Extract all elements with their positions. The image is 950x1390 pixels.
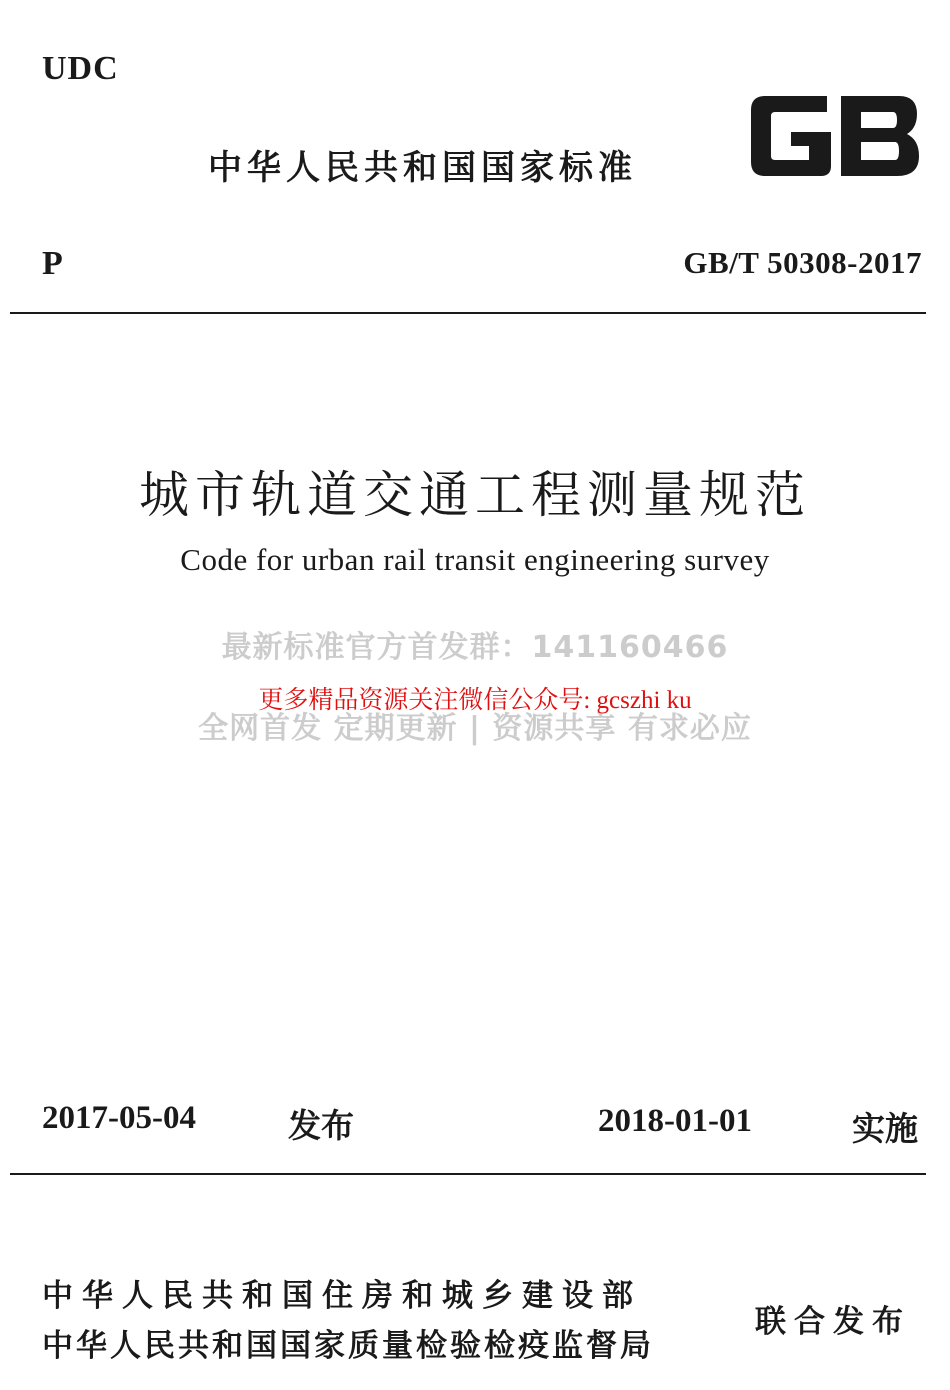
standard-code: GB/T 50308-2017 xyxy=(683,245,922,280)
issuer-quality-inspection: 中华人民共和国国家质量检验检疫监督局 xyxy=(42,1328,654,1364)
joint-issue-label: 联合发布 xyxy=(755,1304,911,1340)
national-standard-heading: 中华人民共和国国家标准 xyxy=(208,148,637,188)
gb-logo-icon xyxy=(745,88,923,184)
issuer-ministry-housing: 中华人民共和国住房和城乡建设部 xyxy=(42,1278,642,1314)
issue-label: 发布 xyxy=(288,1106,354,1145)
watermark-wechat: 更多精品资源关注微信公众号: gcszhi ku xyxy=(258,687,692,714)
watermark-slogan: 全网首发 定期更新 | 资源共享 有求必应 xyxy=(198,711,752,746)
implementation-label: 实施 xyxy=(852,1109,918,1148)
watermark-group-number: 最新标准官方首发群：141160466 xyxy=(221,630,729,665)
top-divider xyxy=(10,312,926,314)
category-letter: P xyxy=(42,245,63,282)
udc-label: UDC xyxy=(42,50,119,87)
bottom-divider xyxy=(10,1173,926,1175)
issue-date: 2017-05-04 xyxy=(42,1100,196,1136)
implementation-date: 2018-01-01 xyxy=(598,1103,752,1139)
document-title-en: Code for urban rail transit engineering survey xyxy=(180,542,770,577)
document-title-zh: 城市轨道交通工程测量规范 xyxy=(139,467,811,523)
